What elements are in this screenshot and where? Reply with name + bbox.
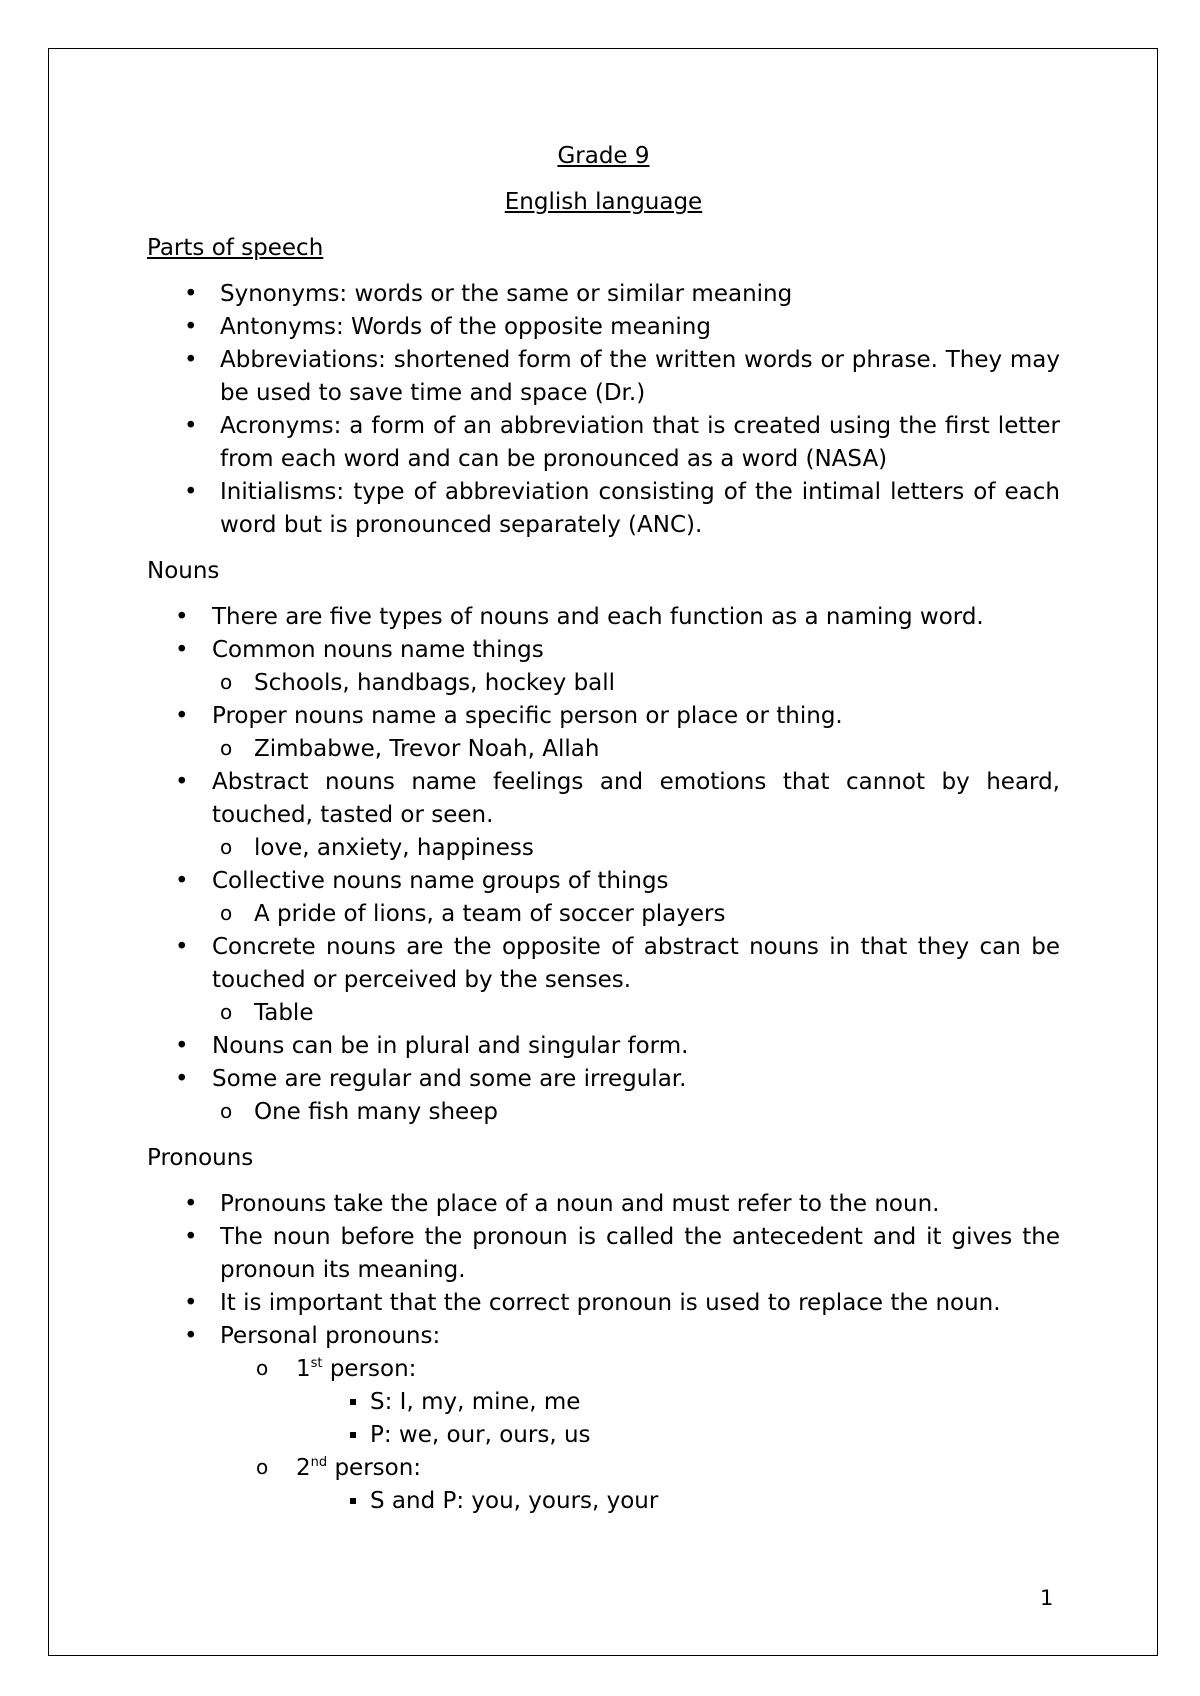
second-person-label: 2nd person: — [296, 1455, 422, 1481]
second-person-item — [220, 1452, 1060, 1518]
list-item-text: Collective nouns name groups of things — [212, 868, 669, 894]
list-item — [147, 1030, 1060, 1063]
sub-list-item: o A pride of lions, a team of soccer players — [212, 898, 1060, 931]
list-item: • Synonyms: words or the same or similar meaning — [147, 278, 1060, 311]
list-item: • Abbreviations: shortened form of the written words or phrase. They may be used to save time and space (Dr.) — [147, 344, 1060, 410]
list-item — [147, 766, 1060, 865]
pronoun-form-item: P: we, our, ours, us — [260, 1419, 1060, 1452]
parts-of-speech-list — [147, 278, 1060, 542]
sub-list — [212, 733, 1060, 766]
page-number: 1 — [1040, 1586, 1054, 1610]
sub-list — [212, 1096, 1060, 1129]
list-item — [147, 700, 1060, 766]
sub-list-item: o Zimbabwe, Trevor Noah, Allah — [212, 733, 1060, 766]
document-title-subject: English language — [504, 189, 703, 215]
sub-list — [212, 898, 1060, 931]
heading-nouns: Nouns — [147, 558, 220, 584]
personal-pronouns-list — [220, 1353, 1060, 1518]
list-item: • Pronouns take the place of a noun and must refer to the noun. — [147, 1188, 1060, 1221]
list-item-text: Concrete nouns are the opposite of abstract nouns in that they can be touched or perceived by the senses. — [212, 934, 1060, 993]
pronoun-form-item: S and P: you, yours, your — [260, 1485, 1060, 1518]
sub-list — [212, 832, 1060, 865]
first-person-item — [220, 1353, 1060, 1452]
list-item — [147, 1320, 1060, 1518]
sub-list-item: o Table — [212, 997, 1060, 1030]
list-item — [147, 931, 1060, 1030]
pronoun-form-item: S: I, my, mine, me — [260, 1386, 1060, 1419]
sub-list-item: o love, anxiety, happiness — [212, 832, 1060, 865]
list-item — [147, 601, 1060, 634]
sub-list — [212, 997, 1060, 1030]
document-content — [147, 140, 1060, 1518]
list-item-text: Proper nouns name a specific person or place or thing. — [212, 703, 843, 729]
second-person-forms — [260, 1485, 1060, 1518]
heading-pronouns: Pronouns — [147, 1145, 254, 1171]
heading-parts-of-speech: Parts of speech — [147, 235, 324, 261]
list-item-text: Common nouns name things — [212, 637, 544, 663]
list-item-text: There are five types of nouns and each function as a naming word. — [212, 604, 984, 630]
nouns-list — [147, 601, 1060, 1129]
list-item: • The noun before the pronoun is called the antecedent and it gives the pronoun its meaning. — [147, 1221, 1060, 1287]
list-item: • Antonyms: Words of the opposite meaning — [147, 311, 1060, 344]
list-item-text: Nouns can be in plural and singular form. — [212, 1033, 689, 1059]
list-item — [147, 1063, 1060, 1129]
sub-list — [212, 667, 1060, 700]
list-item: • Acronyms: a form of an abbreviation that is created using the first letter from each word and can be pronounced as a word (NASA) — [147, 410, 1060, 476]
document-title-grade: Grade 9 — [557, 143, 650, 169]
sub-list-item: o Schools, handbags, hockey ball — [212, 667, 1060, 700]
list-item — [147, 865, 1060, 931]
first-person-forms — [260, 1386, 1060, 1452]
pronouns-list — [147, 1188, 1060, 1518]
first-person-label: 1st person: — [296, 1356, 417, 1382]
list-item-text: Some are regular and some are irregular. — [212, 1066, 687, 1092]
list-item: • Initialisms: type of abbreviation consisting of the intimal letters of each word but is pronounced separately (ANC). — [147, 476, 1060, 542]
list-item-text: Personal pronouns: — [220, 1323, 441, 1349]
list-item-text: Abstract nouns name feelings and emotions that cannot by heard, touched, tasted or seen. — [212, 769, 1060, 828]
list-item: • It is important that the correct pronoun is used to replace the noun. — [147, 1287, 1060, 1320]
sub-list-item: o One fish many sheep — [212, 1096, 1060, 1129]
list-item — [147, 634, 1060, 700]
